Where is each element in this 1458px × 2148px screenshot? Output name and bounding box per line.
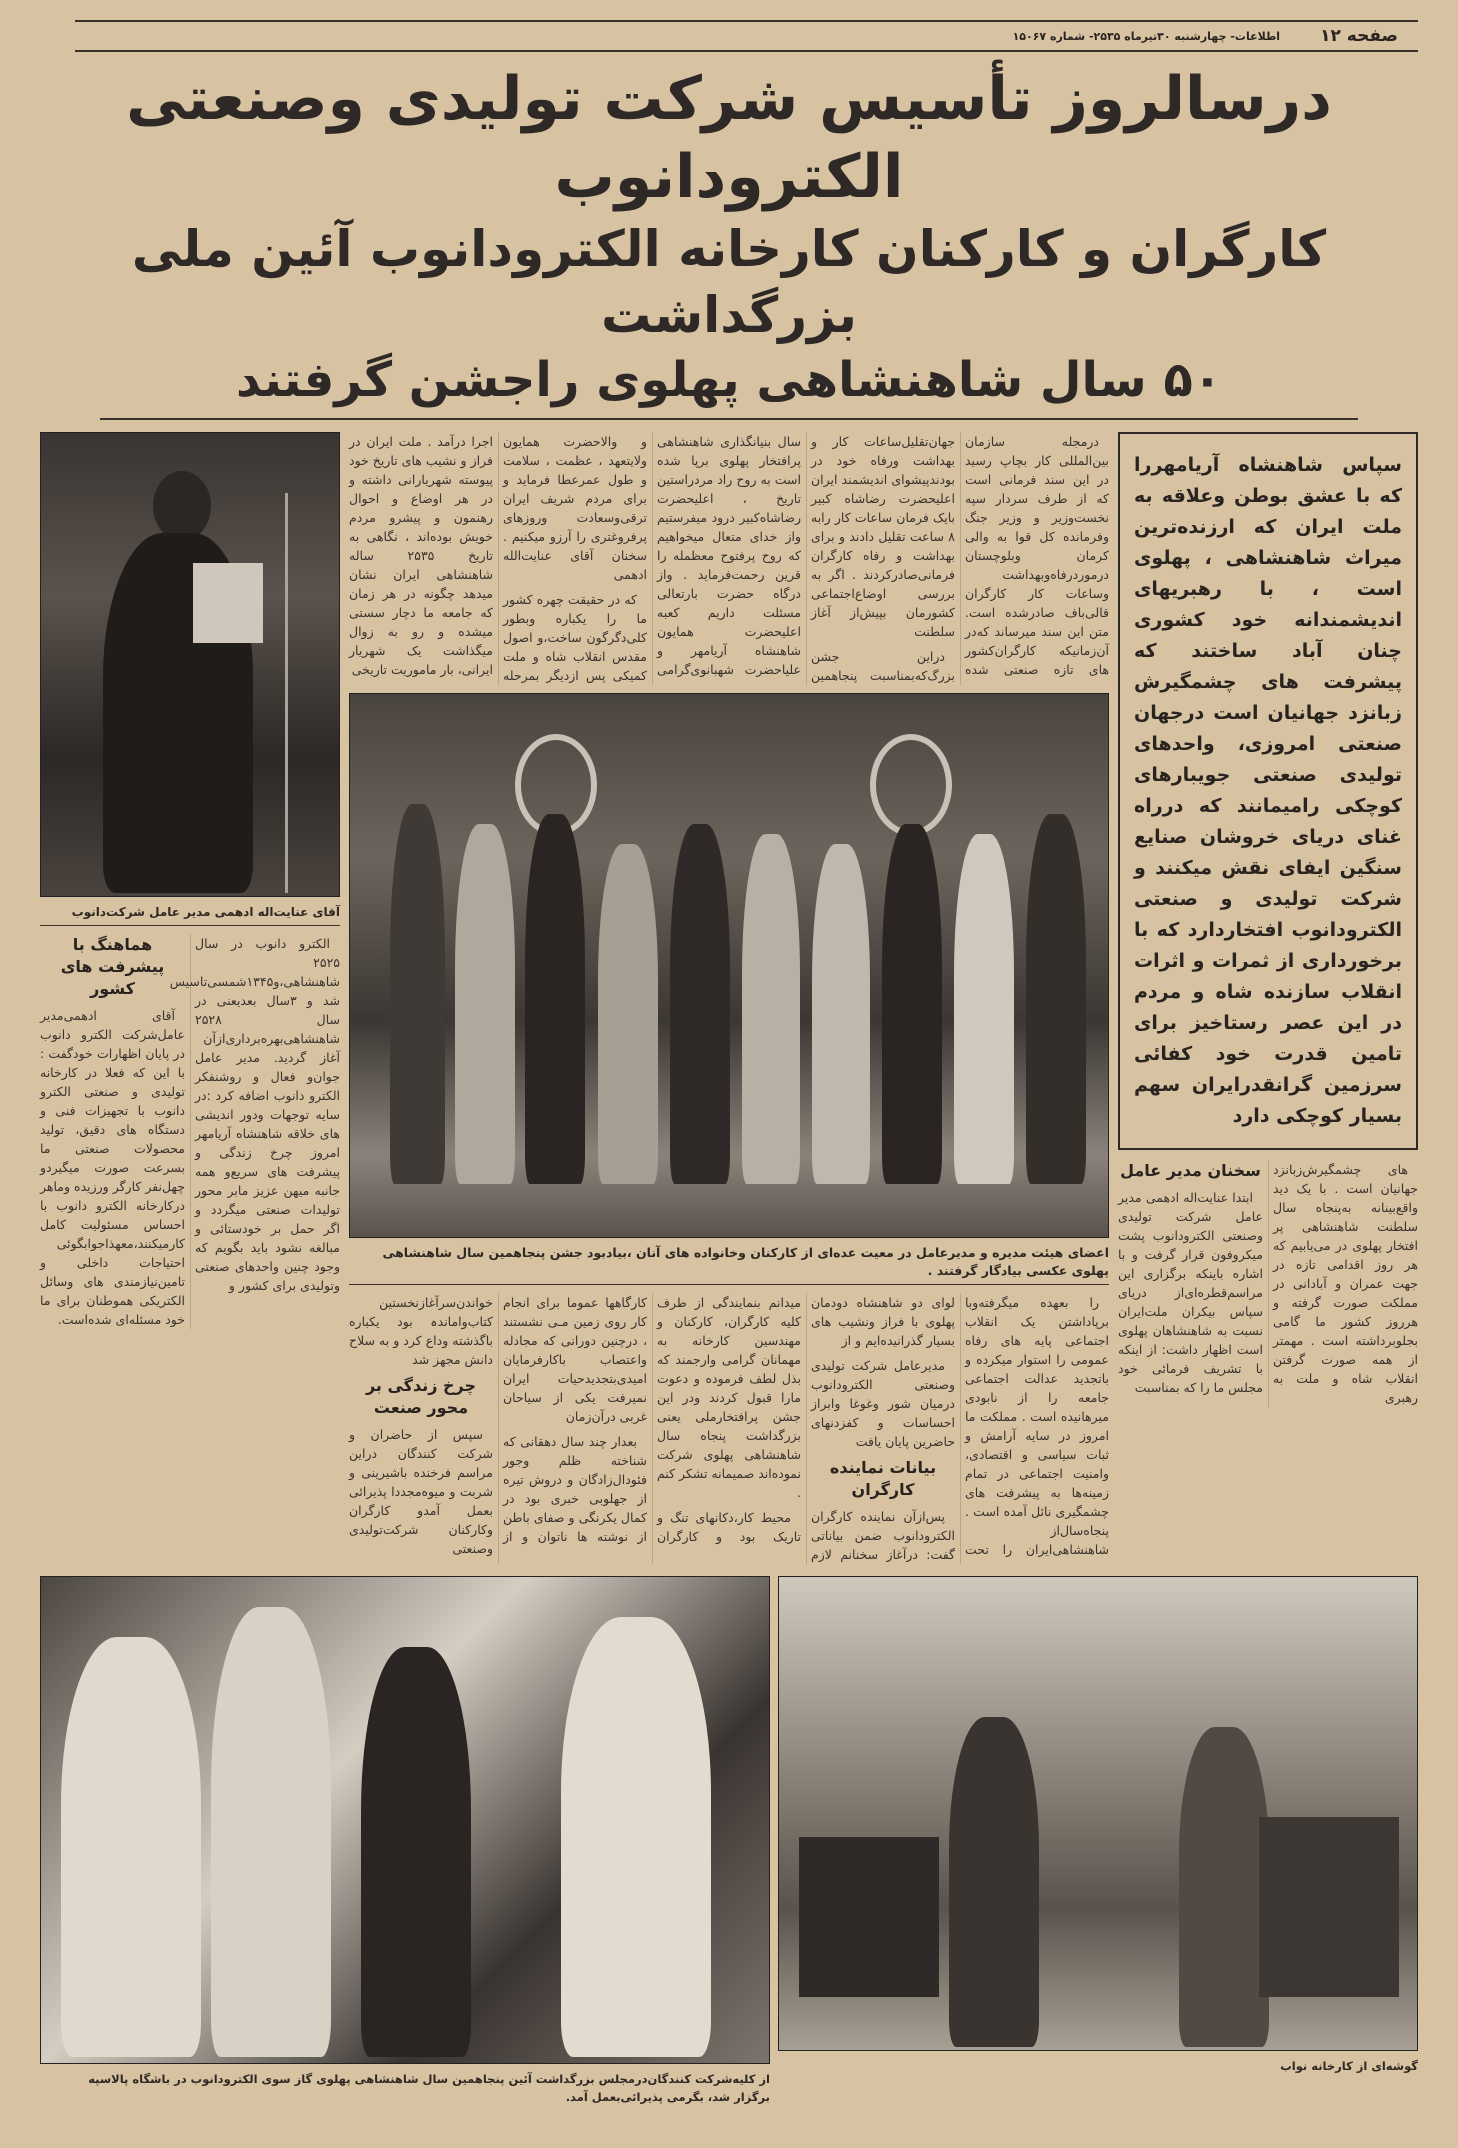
person xyxy=(812,844,870,1184)
decor-medallion-right xyxy=(870,734,952,836)
headline-rule xyxy=(100,418,1358,420)
person xyxy=(670,824,730,1184)
masthead xyxy=(75,20,1418,52)
reception-caption-line-2: برگزار شد، بگرمی پذیرائی‌بعمل آمد. xyxy=(565,2090,770,2104)
lower-text-columns xyxy=(349,1293,1109,1564)
group-photo xyxy=(349,693,1109,1238)
subhead-workers-rep: بیانات نماینده کارگران xyxy=(829,1458,937,1499)
person xyxy=(561,1617,711,2057)
center-column xyxy=(349,432,1109,1564)
reception-photo xyxy=(40,1576,770,2064)
factory-photo xyxy=(778,1576,1418,2051)
speech-paper xyxy=(193,563,263,643)
person xyxy=(954,834,1014,1184)
subhead-ceo-speech: سخنان مدیر عامل xyxy=(1120,1161,1261,1180)
column-text: آقای ادهمی‌مدیر عامل‌شرکت الکترو دانوب در پایان اظهارات خودگفت : با این که فعلا در کارخانه تولیدی و صنعتی الکترو دانوب با تجهیزات فنی و دستگاه های دقیق، تولید محصولات صنعتی ما بسرعت صورت میگیردو چهل‌نفر کارگر ورزیده وماهر درکارخانه الکترو دانوب با احساس مسئولیت کامل کارمیکنند،معهذاجوابگوئی احتیاجات داخلی و تامین‌نیازمندی های وسائل الکتریکی هموطنان برای ما خود مسئله‌ای شده‌است. xyxy=(40,1008,185,1327)
page-number: صفحه ۱۲ xyxy=(1320,26,1398,46)
person xyxy=(455,824,515,1184)
factory-photo-block xyxy=(778,1576,1418,2087)
article-body xyxy=(40,432,1418,1564)
person xyxy=(742,834,800,1184)
person xyxy=(1026,814,1086,1184)
top-text-columns xyxy=(349,432,1109,685)
machine xyxy=(799,1837,939,1997)
machine xyxy=(1259,1817,1399,1997)
microphone-stand xyxy=(285,493,288,893)
person xyxy=(525,814,585,1184)
statement-text: سپاس شاهنشاه آریامهررا که با عشق بوطن وعلاقه به ملت ایران که ارزنده‌ترین میراث شاهنشاهی ، پهلوی است ، با رهبریهای اندیشمندانه خود کشوری چنان آباد ساختند که پیشرفت های چشمگیرش زبانزد جهانیان است درجهان صنعتی امروزی، واحدهای تولیدی صنعتی جویبارهای کوچکی رامیمانند که درراه غنای دریای خروشان صنایع سنگین ایفای نقش میکنند و شرکت تولیدی و صنعتی الکترودانوب افتخاردارد که با برخورداری از ثمرات و اثرات انقلاب سازنده شاه و مردم در این عصر رستاخیز برای تامین قدرت خود کفائی سرزمین گرانقدرایران سهم بسیار کوچکی دارد xyxy=(1134,454,1402,1127)
column-text: پس‌ازآن نماینده کارگران الکترودانوب ضمن بیاناتی گفت: درآغاز سخنانم لازم میدانم بنمایندگی از طرف کلیه کارگران، کارکنان و مهندسین کارخانه به مهمانان گرامی وارجمند که بذل لطف فرموده و دعوت مارا قبول کردند ودر این جشن پرافتخارملی یعنی بزرگداشت پنجاه سال شاهنشاهی پهلوی شرکت نموده‌اند صمیمانه تشکر کنم . xyxy=(656,1295,955,1562)
column-text: بعدار چند سال دهقانی که شناخته ظلم وجور فئودال‌زادگان و دروش تیره از جهلوبی خبری بود در کمال یکرنگی و صفای باطن از نوشته ها ناتوان و از خواندن‌سرآغازنخستین کتاب‌وا‌ماندہ بود یکباره باگذشته وداع کرد و به سلاح دانش مجهز شد xyxy=(349,1295,647,1544)
reception-caption-line-1: از کلیه‌شرکت کنندگان‌درمجلس بزرگداشت آئین پنجاهمین سال شاهنشاهی پهلوی گاز سوی الکترودانوب در باشگاه پالاسپه xyxy=(88,2072,770,2086)
person xyxy=(361,1647,471,2057)
left-text-columns xyxy=(40,934,340,1329)
speaker-head xyxy=(153,471,211,541)
person xyxy=(882,824,942,1184)
column-text: محیط کار،دکانهای تنگ و تاریک بود و کارگران کارگاهها عموما برای انجام کار روی زمین مـی نشستند ، درچنین دورانی که مجادله واعتصاب باکارفرمایان امیدی‌بتجدیدحیات ایران نمیرفت یکی از سیاحان غربی درآن‌زمان xyxy=(503,1295,801,1544)
person xyxy=(390,804,445,1184)
dateline: اطلاعات- چهارشنبه ۳۰تیرماه ۲۵۳۵- شماره ۱۵۰۶۷ xyxy=(1012,29,1281,43)
left-column xyxy=(40,432,340,1329)
right-column xyxy=(1118,432,1418,1408)
headline-line-1: درسالروز تأسیس شرکت تولیدی وصنعتی الکترودانوب xyxy=(126,64,1332,212)
column-text: را بعهده میگرفته‌وبا برپاداشتن یک انقلاب اجتماعی پایه های رفاه عمومی را استوار میکرده و باتجدید عدالت اجتماعی جامعه را از نابودی میرهانیده است . مملکت ما امروز در سایه آرامش و ثبات سیاسی و اقتصادی، وامنیت اجتماعی در تمام زمینه‌ها به پیشرفت های چشمگیری نائل آمده است . پنجاه‌سال‌از شاهنشاهی‌ایران را تحت لوای دو شاهنشاه دودمان پهلوی با فراز ونشیب های بسیار گذرانیده‌ایم و از xyxy=(811,1295,1109,1557)
worker xyxy=(1179,1727,1269,2047)
factory-caption: گوشه‌ای از کارخانه نواب xyxy=(1280,2059,1418,2073)
right-text-columns xyxy=(1118,1160,1418,1408)
statement-box xyxy=(1118,432,1418,1150)
headline-line-2: کارگران و کارکنان کارخانه الکترودانوب آئین ملی بزرگداشت xyxy=(131,220,1327,344)
person xyxy=(211,1607,331,2057)
column-text: الکترو دانوب در سال ۲۵۲۵ شاهنشاهی،و۱۳۴۵شمسی‌تاسیس شد و ۳سال بعدیعنی در سال ۲۵۲۸ شاهنشاهی‌بهره‌برداری‌ازآن آغاز گردید. مدیر عامل جوان‌و فعال و روشنفکر الکترو دانوب اضافه کرد :در سایه توجهات ودور اندیشی های خلاقه شاهنشاه آریامهر امروز چرخ زندگی و پیشرفت های سریع‌و همه جانبه میهن عزیز مابر محور تولیدات صنعتی میگردد و اگر حمل بر خودستائی و مبالغه نشود باید بگویم که وجود چنین واحدهای صنعتی وتولیدی برای کشور و xyxy=(169,936,340,1293)
column-text: که در حقیقت چهره کشور ما را یکباره وبطور کلی‌دگرگون ساخت،و اصول مقدس انقلاب شاه و ملت کمیکی پس ازدیگر بمرحله اجرا درآمد . ملت ایران در فراز و نشیب های تاریخ خود پیوسته شهریارانی داشته و در هر اوضاع و احوال رهنمون و پیشرو مردم خویش بوده‌اند ، نگاهی به تاریخ ۲۵۳۵ ساله شاهنشاهی ایران نشان میدهد چگونه در هر زمان که جامعه ما دچار سستی میشده و رو به زوال میگذاشت یک شهریار ایرانی، بار ماموریت تاریخی xyxy=(349,434,647,683)
person xyxy=(61,1637,201,2057)
column-text: درمجله سازمان بین‌المللی کار بچاپ رسید در این سند فرمانی است که از طرف سردار سپه نخست‌وزیر و وزیر جنگ وفرمانده کل قوا به والی کرمان وبلوچستان درموردرفاه‌وبهداشت وساعات کار کارگران قالی‌باف صادرشده است. متن این سند میرساند که‌در آن‌زمانیکه کارگران‌کشور های تازه صنعتی شده جهان‌تقلیل‌ساعات کار و بهداشت ورفاه خود در بودندپیشوای اندیشمند ایران اعلیحضرت رضاشاه کبیر بایک فرمان ساعات کار رابه ۸ ساعت تقلیل دادند و برای بهداشت و رفاه کارگران فرمانی‌صادرکردند . اگر به بررسی اوضاع‌اجتماعی کشورمان بپیش‌از آغاز سلطنت xyxy=(811,434,1109,677)
reception-caption xyxy=(40,2070,770,2110)
subhead-progress: هماهنگ با پیشرفت های کشور xyxy=(60,935,165,998)
column-text: دراین جشن بزرگ‌که‌بمناسبت پنجاهمین سال بنیانگذاری شاهنشاهی پرافتخار پهلوی برپا شده است به روح راد مردراستین تاریخ ، اعلیحضرت رضاشاه‌کبیر درود میفرستیم واز خدای متعال میخواهیم که روح پرفتوح معظمله را قرین رحمت‌فرماید . واز درگاه حضرت بارتعالی مسئلت داریم کعبه اعلیحضرت همایون شاهنشاه آریامهر و علیاحضرت شهبانوی‌گرامی و والاحضرت همایون ولایتعهد ، عظمت ، سلامت و طول عمرعطا فرماید و برای مردم شریف ایران ترقی‌وسعادت وروزهای پرفروغتری را آرزو میکنیم . سخنان آقای عنایت‌الله ادهمی xyxy=(503,434,955,683)
column-text: ابتدا عنایت‌اله ادهمی مدیر عامل شرکت تولیدی وصنعتی الکترودانوب پشت میکروفون قرار گرفت و با اشاره باینکه برگزاری این مراسم‌قطره‌ای‌از دریای سپاس بیکران ملت‌ایران نسبت به شاهنشاهان پهلوی است اظهار داشت: از اینکه با تشریف فرمائی خود مجلس ما را که بمناسبت xyxy=(1118,1190,1263,1395)
worker xyxy=(949,1717,1039,2047)
person xyxy=(598,844,658,1184)
portrait-photo xyxy=(40,432,340,897)
column-text: های چشمگیرش‌زبانزد جهانیان است . با یک دید واقع‌بینانه به‌پنجاه سال سلطنت شاهنشاهی پر افتخار پهلوی در می‌یابیم که هر روز اقدامی تازه در جهت عمران و آبادانی در مملکت صورت گرفته و هرروز کشور ما گامی بجلوبرداشته است . مهمتر از همه صورت گرفتن انقلاب شاه و ملت به رهبری xyxy=(1273,1162,1418,1405)
column-text: سپس از حاضران و شرکت کنندگان دراین مراسم فرخنده باشیرینی و شربت و میوه‌مجددا پذیرائی بعمل آمدو کارگران وکارکنان شرکت‌تولیدی وصنعتی xyxy=(349,1427,493,1556)
column-text: مدیرعامل شرکت تولیدی وصنعتی الکترودانوب درمیان شور وغوغا وابراز احساسات و کفزدنهای حاضرین پایان یافت xyxy=(811,1358,955,1449)
bottom-photos xyxy=(40,1576,1418,2118)
portrait-caption: آقای عنایت‌اله ادهمی مدیر عامل شرکت‌دانوب xyxy=(40,903,340,926)
headline xyxy=(40,60,1418,412)
headline-line-3: ۵۰ سال شاهنشاهی پهلوی راجشن گرفتند xyxy=(235,352,1223,408)
group-photo-caption: اعضای هیئت مدیره و مدیرعامل در معیت عده‌ای از کارکنان وخانواده های آنان ،بیادبود جشن پنجاهمین سال شاهنشاهی پهلوی عکسی بیادگار گرفتند . xyxy=(349,1244,1109,1285)
reception-photo-block xyxy=(40,1576,770,2118)
subhead-wheel-of-life: چرخ زندگی بر محور صنعت xyxy=(365,1376,477,1417)
